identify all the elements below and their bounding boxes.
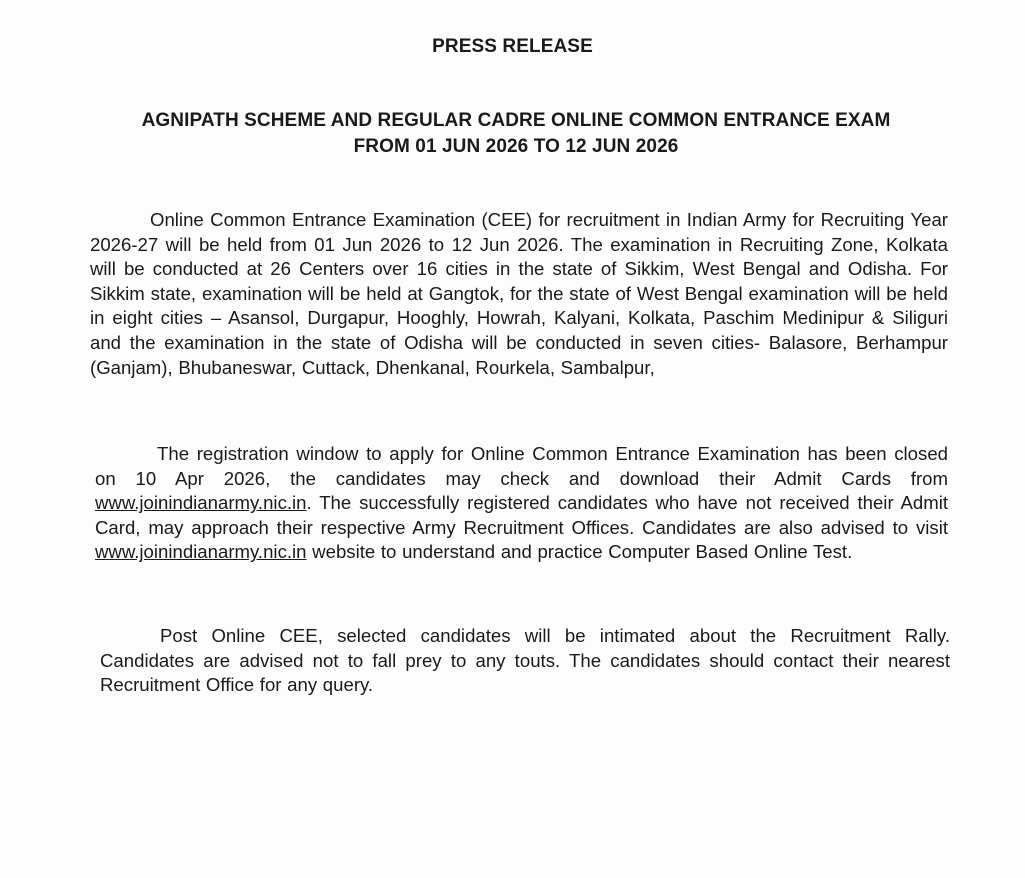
paragraph-registration-text-3: website to understand and practice Computer Based Online Test. [306,541,853,563]
paragraph-post-cee: Post Online CEE, selected candidates will be intimated about the Recruitment Rally. Candidates are advised not to fall prey to any touts. The candidates should contact their nearest Recruitment Office for any query. [100,625,950,696]
paragraph-registration-text-2: . The successfully registered candidates who have not received their Admit Card, may approach their respective Army Recruitment Offices. Candidates are also advised to visit [95,492,948,538]
paragraph-registration-text-1: The registration window to apply for Online Common Entrance Examination has been closed on 10 Apr 2026, the candidates may check and download their Admit Cards from [95,443,948,489]
paragraph-exam-schedule: Online Common Entrance Examination (CEE) for recruitment in Indian Army for Recruiting Year 2026-27 will be held from 01 Jun 2026 to 12 Jun 2026. The examination in Recruiting Zone, Kolkata will be conducted at 26 Centers over 16 cities in the state of Sikkim, West Bengal and Odisha. For Sikkim state, examination will be held at Gangtok, for the state of West Bengal examination will be held in eight cities – Asansol, Durgapur, Hooghly, Howrah, Kalyani, Kolkata, Paschim Medinipur & Siliguri and the examination in the state of Odisha will be conducted in seven cities- Balasore, Berhampur (Ganjam), Bhubaneswar, Cuttack, Dhenkanal, Rourkela, Sambalpur, [90,209,948,378]
paragraph-registration [95,442,948,565]
join-indian-army-link-2[interactable]: www.joinindianarmy.nic.in [95,541,307,563]
join-indian-army-link[interactable]: www.joinindianarmy.nic.in [95,492,307,514]
subject-line-1: AGNIPATH SCHEME AND REGULAR CADRE ONLINE COMMON ENTRANCE EXAM [141,110,891,131]
subject-line-2: FROM 01 JUN 2026 TO 12 JUN 2026 [353,136,679,157]
document-title: PRESS RELEASE [432,36,593,57]
